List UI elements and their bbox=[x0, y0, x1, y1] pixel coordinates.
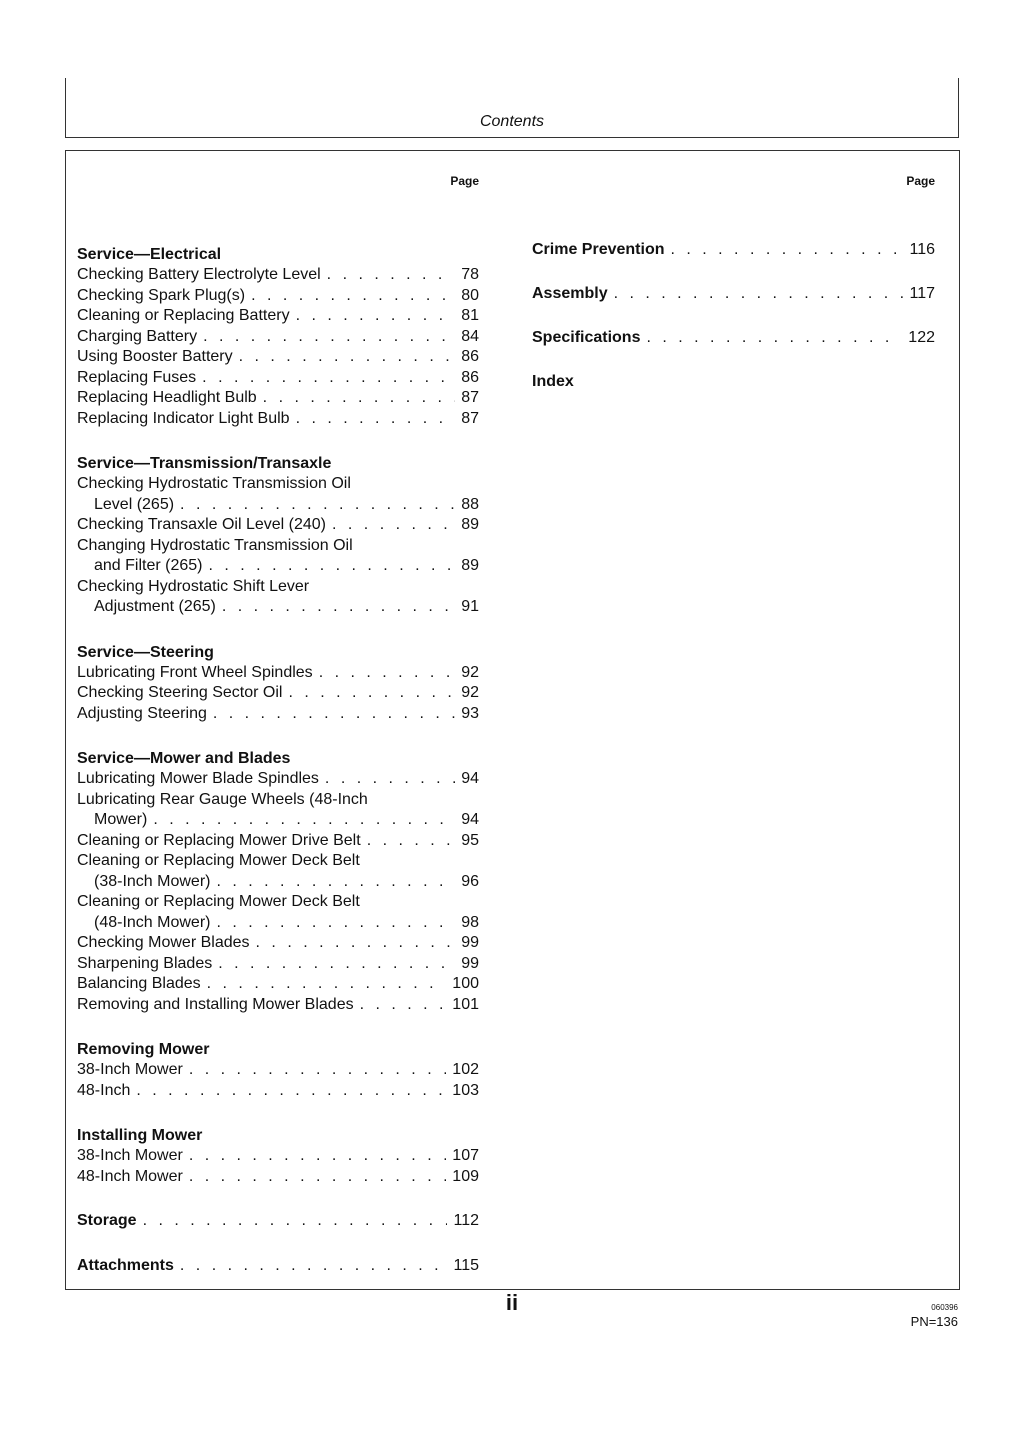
dot-leader bbox=[189, 1146, 446, 1167]
toc-entry-block bbox=[77, 1167, 479, 1188]
toc-entry[interactable] bbox=[77, 265, 479, 286]
toc-entry[interactable] bbox=[77, 954, 479, 975]
toc-entry-block bbox=[77, 409, 479, 430]
toc-entry-page: 107 bbox=[452, 1147, 479, 1164]
toc-entry[interactable] bbox=[77, 872, 479, 893]
toc-entry-block bbox=[77, 1146, 479, 1167]
toc-entry-title: 38-Inch Mower bbox=[77, 1147, 183, 1164]
toc-entry[interactable] bbox=[77, 327, 479, 348]
toc-entry-title: Removing and Installing Mower Blades bbox=[77, 995, 354, 1013]
toc-entry[interactable] bbox=[77, 1211, 479, 1232]
toc-entry-title: Checking Spark Plug(s) bbox=[77, 286, 246, 304]
toc-section bbox=[77, 1039, 479, 1101]
toc-entry-title: Crime Prevention bbox=[532, 241, 665, 258]
toc-entry[interactable] bbox=[77, 409, 479, 430]
toc-entry-page: 92 bbox=[461, 663, 479, 681]
toc-entry-page: 86 bbox=[461, 348, 479, 365]
dot-leader bbox=[296, 409, 456, 430]
toc-entry-page: 78 bbox=[461, 266, 479, 283]
toc-entry-title: Cleaning or Replacing Mower Drive Belt bbox=[77, 831, 361, 849]
dot-leader bbox=[367, 831, 456, 852]
toc-section-title: Removing Mower bbox=[77, 1041, 210, 1058]
toc-entry-block bbox=[77, 769, 479, 790]
toc-entry-title: Sharpening Blades bbox=[77, 954, 213, 972]
dot-leader bbox=[256, 933, 456, 954]
toc-entry-page: 81 bbox=[461, 307, 479, 324]
toc-entry-block bbox=[77, 892, 479, 933]
toc-entry-block bbox=[77, 683, 479, 704]
toc-entry[interactable] bbox=[77, 831, 479, 852]
toc-entry-page: 116 bbox=[909, 241, 935, 258]
dot-leader bbox=[251, 286, 455, 307]
toc-section bbox=[77, 642, 479, 725]
toc-entry-title: Adjusting Steering bbox=[77, 704, 207, 722]
dot-leader bbox=[263, 388, 456, 409]
toc-entry[interactable] bbox=[77, 597, 479, 618]
toc-entry[interactable] bbox=[77, 769, 479, 790]
toc-entry-block bbox=[77, 1060, 479, 1081]
toc-entry[interactable] bbox=[532, 329, 935, 351]
dot-leader bbox=[136, 1081, 446, 1102]
toc-section bbox=[532, 329, 935, 351]
dot-leader bbox=[153, 810, 455, 831]
toc-entry-title: Checking Transaxle Oil Level (240) bbox=[77, 516, 327, 533]
toc-entry-first-line: Lubricating Rear Gauge Wheels (48-Inch bbox=[77, 790, 368, 808]
toc-section-title: Service—Transmission/Transaxle bbox=[77, 455, 332, 472]
toc-entry-title: Lubricating Mower Blade Spindles bbox=[77, 770, 319, 787]
toc-entry-block bbox=[77, 347, 479, 368]
toc-entry-title: Specifications bbox=[532, 329, 641, 346]
toc-entry-block bbox=[77, 577, 479, 618]
toc-section-title: Service—Steering bbox=[77, 643, 214, 661]
toc-section-title: Installing Mower bbox=[77, 1127, 203, 1144]
page-number-code: PN=136 bbox=[910, 1314, 958, 1329]
dot-leader bbox=[189, 1167, 446, 1188]
toc-entry-page: 98 bbox=[461, 913, 479, 931]
toc-entry-page: 103 bbox=[452, 1081, 479, 1099]
toc-entry-page: 99 bbox=[461, 954, 479, 972]
toc-entry[interactable] bbox=[532, 285, 935, 307]
toc-entry-title: Checking Battery Electrolyte Level bbox=[77, 266, 321, 283]
toc-section-attachments bbox=[77, 1256, 479, 1277]
dot-leader bbox=[209, 556, 456, 577]
dot-leader bbox=[325, 769, 455, 790]
toc-entry-block bbox=[77, 851, 479, 892]
running-head: Contents bbox=[479, 113, 545, 130]
toc-entry[interactable] bbox=[77, 995, 479, 1016]
toc-entry-block bbox=[77, 306, 479, 327]
toc-entry-title: Mower) bbox=[94, 811, 148, 828]
toc-entry-block bbox=[77, 286, 479, 307]
page-column-label: Page bbox=[906, 174, 935, 188]
toc-entry-page: 94 bbox=[461, 770, 479, 787]
toc-entry-page: 86 bbox=[461, 368, 479, 386]
toc-entry-page: 100 bbox=[452, 975, 479, 992]
dot-leader bbox=[202, 368, 455, 389]
toc-entry-page: 80 bbox=[461, 286, 479, 304]
toc-entry-block bbox=[77, 831, 479, 852]
toc-entry[interactable] bbox=[532, 373, 935, 395]
toc-entry-title: 48-Inch Mower bbox=[77, 1167, 183, 1185]
toc-entry[interactable] bbox=[77, 683, 479, 704]
toc-entry-page: 112 bbox=[453, 1212, 479, 1229]
toc-entry-title: 38-Inch Mower bbox=[77, 1061, 183, 1078]
dot-leader bbox=[218, 954, 455, 975]
toc-entry-page: 99 bbox=[461, 934, 479, 951]
toc-entry[interactable] bbox=[77, 495, 479, 516]
toc-entry-title: Assembly bbox=[532, 285, 608, 302]
toc-section bbox=[77, 748, 479, 1015]
toc-entry-page: 87 bbox=[461, 389, 479, 406]
dot-leader bbox=[288, 683, 455, 704]
toc-entry-block bbox=[77, 536, 479, 577]
dot-leader bbox=[296, 306, 456, 327]
toc-entry-title: Adjustment (265) bbox=[94, 598, 216, 615]
toc-entry-block bbox=[77, 995, 479, 1016]
toc-entry-block bbox=[77, 474, 479, 515]
toc-entry-page: 115 bbox=[453, 1256, 479, 1274]
toc-entry[interactable] bbox=[77, 306, 479, 327]
toc-entry[interactable] bbox=[77, 663, 479, 684]
toc-entry-page: 89 bbox=[461, 516, 479, 533]
toc-entry-block bbox=[77, 954, 479, 975]
toc-entry-page: 87 bbox=[461, 409, 479, 427]
toc-entry-title: Level (265) bbox=[94, 495, 175, 513]
dot-leader bbox=[670, 241, 903, 259]
toc-entry-block bbox=[77, 265, 479, 286]
toc-entry[interactable] bbox=[77, 515, 479, 536]
toc-entry-first-line: Cleaning or Replacing Mower Deck Belt bbox=[77, 852, 360, 869]
toc-entry[interactable] bbox=[77, 810, 479, 831]
toc-section bbox=[77, 244, 479, 429]
toc-section bbox=[532, 373, 935, 395]
toc-entry-title: Checking Steering Sector Oil bbox=[77, 684, 283, 701]
dot-leader bbox=[360, 995, 447, 1016]
toc-entry-title: 48-Inch bbox=[77, 1081, 131, 1099]
toc-entry-block bbox=[77, 388, 479, 409]
dot-leader bbox=[646, 329, 902, 347]
toc-entry-page: 101 bbox=[452, 995, 479, 1013]
toc-entry-block bbox=[77, 704, 479, 725]
toc-entry-block bbox=[77, 933, 479, 954]
document-code: 060396 bbox=[931, 1303, 958, 1312]
toc-entry-page: 117 bbox=[909, 285, 935, 302]
toc-entry-title: Replacing Indicator Light Bulb bbox=[77, 409, 290, 427]
toc-entry-title: (38-Inch Mower) bbox=[94, 872, 211, 890]
toc-entry-page: 109 bbox=[452, 1167, 479, 1185]
dot-leader bbox=[180, 1256, 448, 1277]
toc-entry-title: Cleaning or Replacing Battery bbox=[77, 307, 290, 324]
toc-entry-title: Replacing Fuses bbox=[77, 368, 197, 386]
toc-entry-title: Using Booster Battery bbox=[77, 348, 233, 365]
toc-entry-block bbox=[77, 515, 479, 536]
right-column bbox=[532, 172, 935, 417]
toc-entry-title: Storage bbox=[77, 1212, 137, 1229]
toc-entry-page: 102 bbox=[452, 1061, 479, 1078]
dot-leader bbox=[189, 1060, 446, 1081]
page-column-label: Page bbox=[450, 174, 479, 188]
dot-leader bbox=[203, 327, 455, 348]
toc-entry-title: Replacing Headlight Bulb bbox=[77, 389, 257, 406]
toc-entry-title: (48-Inch Mower) bbox=[94, 913, 211, 931]
toc-section-title: Service—Mower and Blades bbox=[77, 750, 291, 767]
dot-leader bbox=[222, 597, 455, 618]
toc-entry-block bbox=[77, 1081, 479, 1102]
toc-entry-first-line: Checking Hydrostatic Shift Lever bbox=[77, 577, 310, 595]
left-column bbox=[77, 172, 479, 1300]
toc-entry[interactable] bbox=[77, 1256, 479, 1277]
toc-entry[interactable] bbox=[77, 1167, 479, 1188]
toc-section bbox=[532, 285, 935, 307]
toc-entry[interactable] bbox=[77, 1081, 479, 1102]
dot-leader bbox=[213, 704, 455, 725]
toc-entry[interactable] bbox=[77, 913, 479, 934]
dot-leader bbox=[332, 515, 455, 536]
toc-entry-page: 88 bbox=[461, 495, 479, 513]
toc-entry-title: Checking Mower Blades bbox=[77, 934, 250, 951]
toc-entry[interactable] bbox=[532, 241, 935, 263]
toc-entry-block bbox=[77, 663, 479, 684]
toc-entry[interactable] bbox=[77, 1060, 479, 1081]
toc-entry[interactable] bbox=[77, 556, 479, 577]
toc-entry-first-line: Checking Hydrostatic Transmission Oil bbox=[77, 475, 351, 492]
toc-entry-block bbox=[77, 368, 479, 389]
toc-entry[interactable] bbox=[77, 347, 479, 368]
toc-section bbox=[77, 453, 479, 618]
toc-entry-page: 92 bbox=[461, 684, 479, 701]
toc-entry-page: 84 bbox=[461, 327, 479, 345]
toc-entry-page: 89 bbox=[461, 557, 479, 574]
dot-leader bbox=[143, 1211, 448, 1232]
dot-leader bbox=[327, 265, 456, 286]
page-folio: ii bbox=[505, 1290, 519, 1315]
dot-leader bbox=[207, 974, 447, 995]
toc-entry-page: 94 bbox=[461, 811, 479, 828]
toc-entry-title: and Filter (265) bbox=[94, 557, 203, 574]
toc-section bbox=[77, 1125, 479, 1187]
header-rule-bottom bbox=[65, 137, 959, 138]
toc-entry[interactable] bbox=[77, 368, 479, 389]
toc-entry-page: 122 bbox=[908, 329, 935, 346]
toc-section-storage bbox=[77, 1211, 479, 1232]
dot-leader bbox=[216, 913, 455, 934]
toc-entry-title: Attachments bbox=[77, 1256, 174, 1274]
toc-entry-page: 93 bbox=[461, 704, 479, 722]
toc-entry[interactable] bbox=[77, 974, 479, 995]
toc-entry[interactable] bbox=[77, 704, 479, 725]
toc-entry-page: 91 bbox=[461, 598, 479, 615]
toc-entry-block bbox=[77, 790, 479, 831]
toc-entry[interactable] bbox=[77, 933, 479, 954]
dot-leader bbox=[319, 663, 456, 684]
toc-section bbox=[532, 241, 935, 263]
toc-entry[interactable] bbox=[77, 388, 479, 409]
toc-entry-block bbox=[77, 974, 479, 995]
toc-entry-title: Lubricating Front Wheel Spindles bbox=[77, 663, 313, 681]
toc-entry-first-line: Cleaning or Replacing Mower Deck Belt bbox=[77, 893, 360, 910]
dot-leader bbox=[216, 872, 455, 893]
toc-entry-page: 96 bbox=[461, 872, 479, 890]
toc-entry-title: Index bbox=[532, 373, 574, 390]
dot-leader bbox=[239, 347, 456, 368]
toc-entry-page: 95 bbox=[461, 831, 479, 849]
toc-entry-title: Balancing Blades bbox=[77, 975, 201, 992]
toc-entry-title: Charging Battery bbox=[77, 327, 198, 345]
toc-entry[interactable] bbox=[77, 286, 479, 307]
toc-entry-block bbox=[77, 327, 479, 348]
dot-leader bbox=[614, 285, 904, 303]
toc-section-title: Service—Electrical bbox=[77, 246, 222, 263]
toc-entry[interactable] bbox=[77, 1146, 479, 1167]
toc-entry-first-line: Changing Hydrostatic Transmission Oil bbox=[77, 536, 353, 554]
dot-leader bbox=[180, 495, 455, 516]
